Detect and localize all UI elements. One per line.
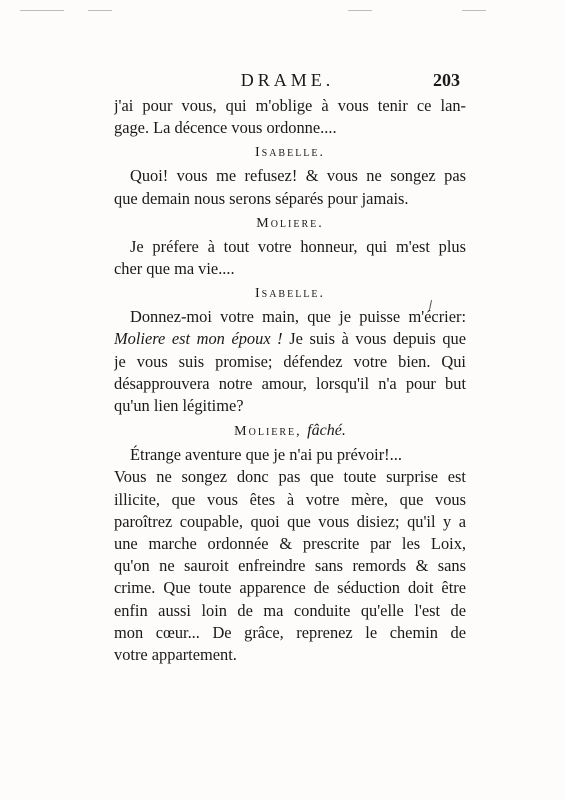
speaker-name: Moliere. xyxy=(256,215,324,231)
text-line: crime. Que toute apparence de séduction doit être xyxy=(114,578,466,598)
text-line xyxy=(114,328,466,350)
text-line: votre appartement. xyxy=(114,645,237,665)
text-line: cher que ma vie.... xyxy=(114,259,235,279)
text-line: que demain nous serons séparés pour jamais. xyxy=(114,188,409,208)
speaker-name: Isabelle. xyxy=(254,145,326,161)
text-line: mon cœur... De grâce, reprenez le chemin de xyxy=(114,622,466,642)
text-line: Étrange aventure que je n'ai pu prévoir!... xyxy=(130,445,402,465)
text-line: Quoi! vous me refusez! & vous ne songez pas xyxy=(130,166,466,186)
text-line: paroîtrez coupable, quoi que vous disiez; qu'il y a xyxy=(114,511,466,531)
page-number: 203 xyxy=(433,70,460,90)
text-line: qu'un lien légitime? xyxy=(114,396,244,416)
top-edge-rule xyxy=(20,10,64,11)
speaker-label: Moliere, xyxy=(234,424,302,440)
text-line: j'ai pour vous, qui m'oblige à vous tenir ce lan- xyxy=(114,96,466,115)
text-line: une marche ordonnée & prescrite par les Loix, xyxy=(114,534,466,554)
text-line: gage. La décence vous ordonne.... xyxy=(114,118,337,138)
speaker-name xyxy=(114,419,466,444)
text-line: Je préfere à tout votre honneur, qui m'est plus xyxy=(130,236,466,256)
text-line: Vous ne songez donc pas que toute surprise est xyxy=(114,467,466,487)
text-line: illicite, que vous êtes à votre mère, que vous xyxy=(114,489,466,509)
text-line: désapprouvera notre amour, lorsqu'il n'a pour but xyxy=(114,373,466,393)
top-edge-rule xyxy=(348,10,372,11)
text-fragment: Je suis à vous depuis que xyxy=(282,329,466,349)
text-line: qu'on ne sauroit enfreindre sans remords & sans xyxy=(114,556,466,576)
top-edge-rule xyxy=(462,10,486,11)
italic-phrase: Moliere est mon époux ! xyxy=(114,329,283,349)
running-head: DRAME. xyxy=(240,70,335,90)
body-text xyxy=(114,95,466,666)
text-line: Donnez-moi votre main, que je puisse m'écrier: xyxy=(130,307,466,327)
text-line: enfin aussi loin de ma conduite qu'elle l'est de xyxy=(114,600,466,620)
stage-direction: fâché. xyxy=(307,422,346,440)
speaker-name: Isabelle. xyxy=(254,286,326,302)
text-line: je vous suis promise; défendez votre bien. Qui xyxy=(114,351,466,371)
top-edge-rule xyxy=(88,10,112,11)
